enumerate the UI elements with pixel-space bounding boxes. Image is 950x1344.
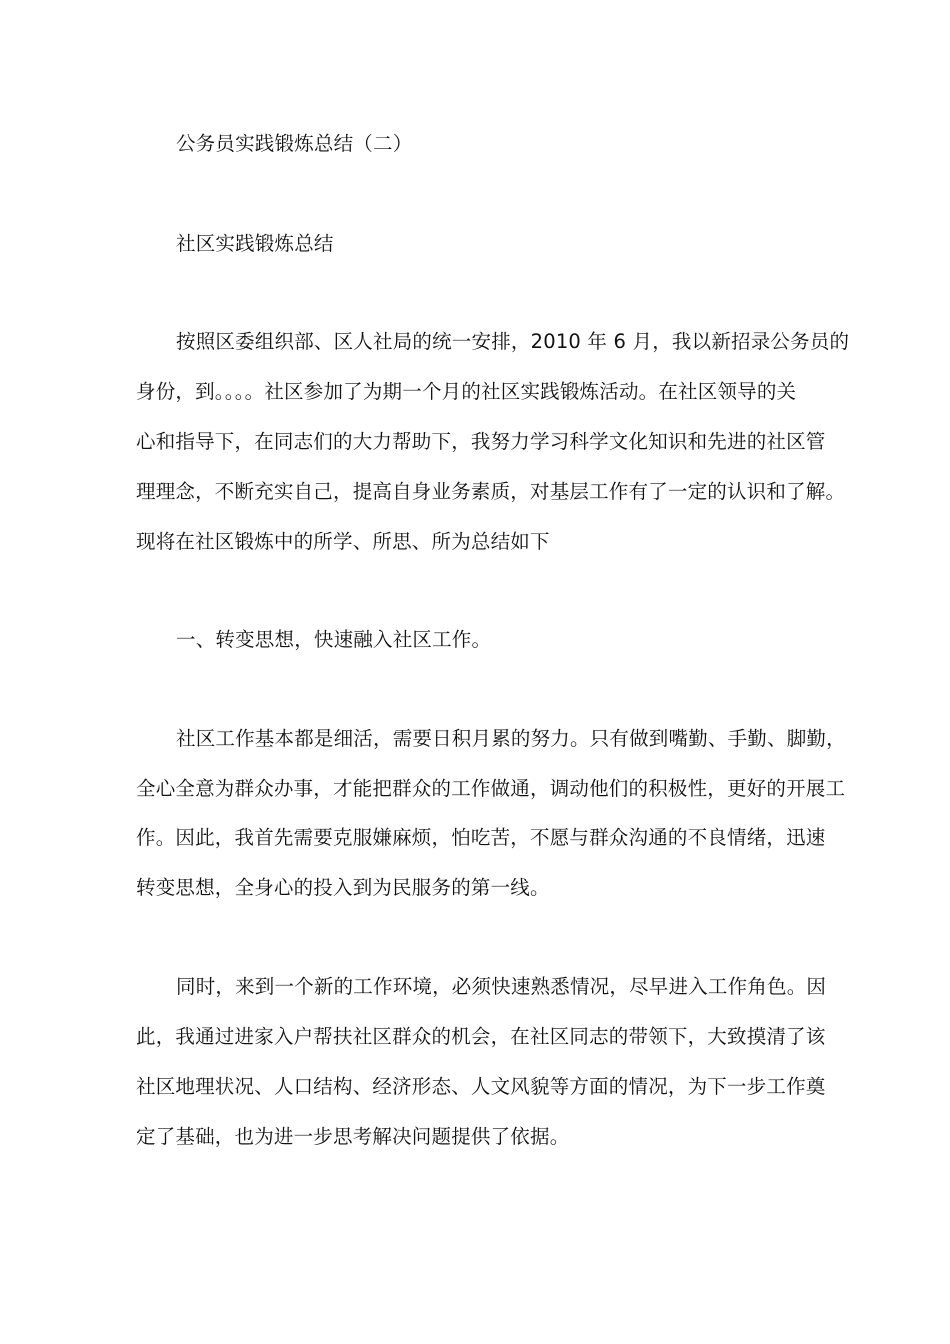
paragraph-line: 身份，到。。。。社区参加了为期一个月的社区实践锻炼活动。在社区领导的关	[136, 380, 797, 403]
paragraph-line: 按照区委组织部、区人社局的统一安排，2010 年 6 月，我以新招录公务员的	[176, 330, 850, 353]
document-title: 公务员实践锻炼总结（二）	[176, 132, 413, 155]
paragraph-line: 现将在社区锻炼中的所学、所思、所为总结如下	[136, 530, 550, 553]
paragraph-line: 心和指导下，在同志们的大力帮助下，我努力学习科学文化知识和先进的社区管	[136, 430, 826, 453]
paragraph-line: 社区工作基本都是细活，需要日积月累的努力。只有做到嘴勤、手勤、脚勤，	[176, 727, 846, 750]
section-heading-line: 一、转变思想，快速融入社区工作。	[176, 628, 492, 651]
paragraph-line: 作。因此，我首先需要克服嫌麻烦，怕吃苦，不愿与群众沟通的不良情绪，迅速	[136, 826, 826, 849]
paragraph-line: 转变思想，全身心的投入到为民服务的第一线。	[136, 876, 550, 899]
paragraph-line: 全心全意为群众办事，才能把群众的工作做通，调动他们的积极性，更好的开展工	[136, 777, 846, 800]
paragraph-line: 社区地理状况、人口结构、经济形态、人文风貌等方面的情况，为下一步工作奠	[136, 1075, 826, 1098]
paragraph-line: 同时，来到一个新的工作环境，必须快速熟悉情况，尽早进入工作角色。因	[176, 975, 827, 998]
paragraph-line: 定了基础，也为进一步思考解决问题提供了依据。	[136, 1125, 570, 1148]
paragraph-line: 理理念，不断充实自己，提高自身业务素质，对基层工作有了一定的认识和了解。	[136, 480, 846, 503]
paragraph-line: 此，我通过进家入户帮扶社区群众的机会，在社区同志的带领下，大致摸清了该	[136, 1025, 826, 1048]
document-subtitle: 社区实践锻炼总结	[176, 232, 334, 255]
